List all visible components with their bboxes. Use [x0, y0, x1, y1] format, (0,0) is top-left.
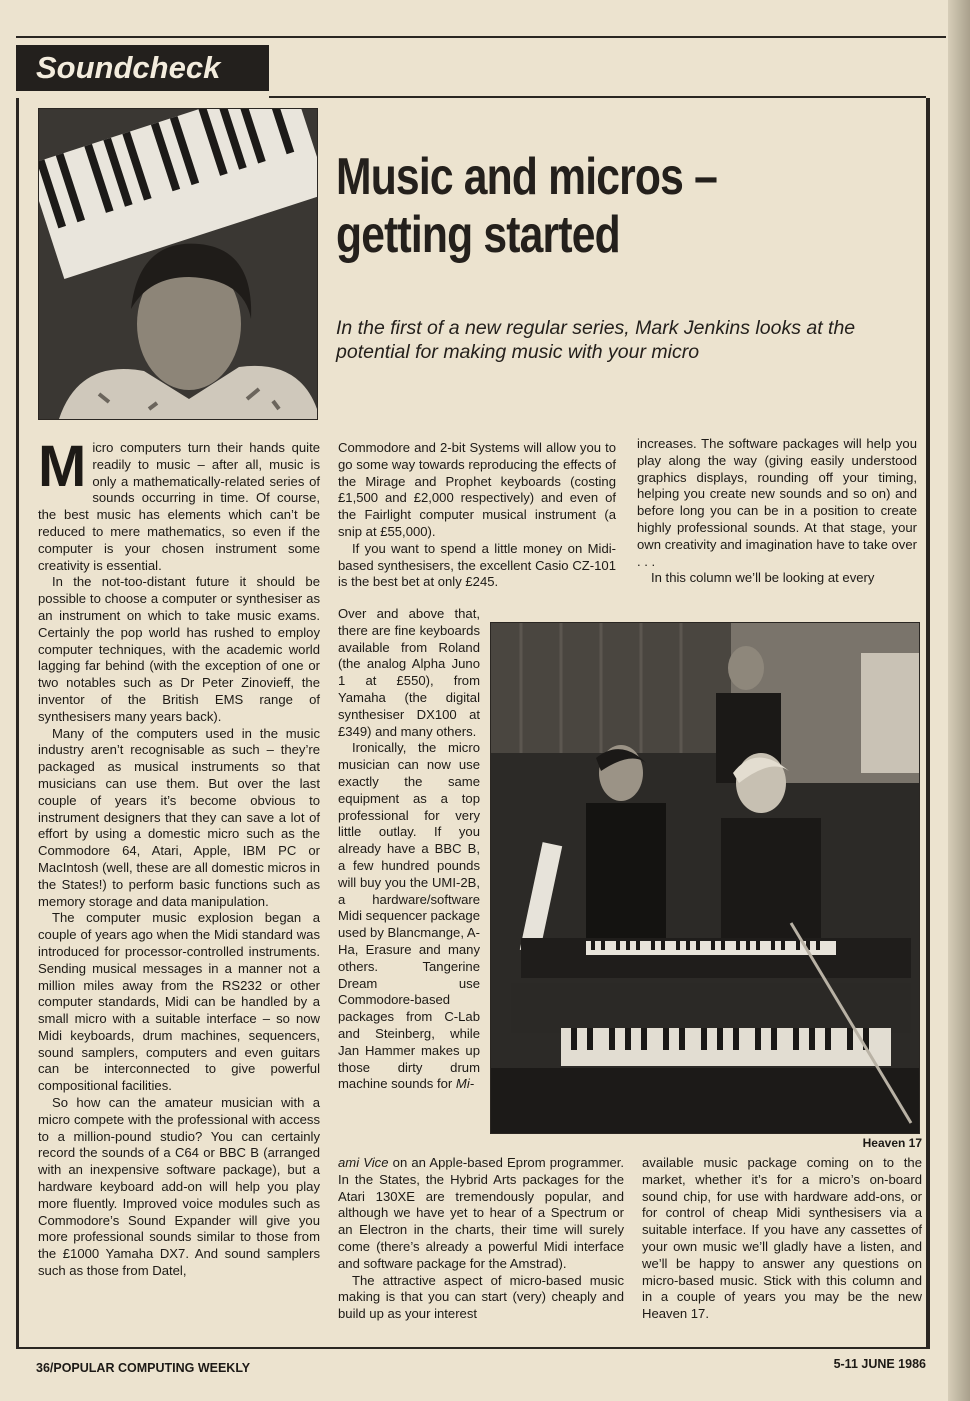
paragraph: increases. The software packages will help you play along the way (giving easily understood graphics displays, rounding off your timing, helping you create new sounds and so on) and before long you can be in a position to create highly professional sounds. At that stage, your own creativity and imagination have to take over . . . — [637, 436, 917, 569]
paragraph: The attractive aspect of micro-based music making is that you can start (very) cheaply and build up as your interest — [338, 1272, 624, 1322]
standfirst: In the first of a new regular series, Mark Jenkins looks at the potential for making music with your micro — [336, 317, 856, 363]
photo-caption: Heaven 17 — [862, 1136, 922, 1150]
column-2-bottom — [338, 1155, 624, 1323]
paragraph: The computer music explosion began a couple of years ago when the Midi standard was introduced for processor-controlled instruments. Sending musical messages in a manner not a million miles away from the RS232 or other computer standards, Midi can be handled by a small micro with a suitable interface – so now Midi keyboards, drum machines, sequencers, sound samplers, computers and even guitars can be interconnected to give powerful compositional facilities. — [38, 910, 320, 1094]
headline-line-2: getting started — [336, 206, 620, 264]
paragraph: In the not-too-distant future it should be possible to choose a computer or synthesiser as an instrument on which to take music exams. Certainly the pop world has rushed to employ computer techniques, with the academic world lagging far behind (with the exception of one or two notables such as Dr Peter Zinovieff, the inventor of the British EMS range of synthesisers many years back). — [38, 574, 320, 724]
drop-cap: M — [38, 434, 87, 499]
column-2-narrow — [338, 606, 480, 1093]
column-3-bottom — [642, 1155, 922, 1323]
column-3-top — [637, 436, 917, 587]
paragraph — [338, 740, 480, 1093]
frame-left-border — [16, 98, 19, 1348]
paragraph-text: icro computers turn their hands quite readily to music – after all, music is only a mathematically-related series of sounds occurring in time. Of course, the best music has elements which can’t be reduced to mere mathematics, so even if the computer is your chosen instrument some creativity is essential. — [38, 440, 320, 573]
paragraph-text: on an Apple-based Eprom programmer. In the States, the Hybrid Arts packages for the Atari 130XE are tremendously popular, and although we have yet to hear of a Spectrum or an Electron in the charts, their time will surely come (there’s already a powerful Midi interface and software package for the Amstrad). — [338, 1155, 624, 1271]
paragraph: Commodore and 2-bit Systems will allow you to go some way towards reproducing the effects of the Mirage and Prophet keyboards (costing £1,500 and £2,000 respectively) and even of the Fairlight computer musical instrument (a snip at £55,000). — [338, 440, 616, 539]
author-photo — [38, 108, 318, 420]
band-photo — [490, 622, 920, 1134]
paragraph-text: Ironically, the micro musician can now use exactly the same equipment as a top professional for very little outlay. If you already have a BBC B, a few hundred pounds will buy you the UMI-2B, a hardware/software Midi sequencer package used by Blancmange, A-Ha, Erasure and many others. Tangerine Dream use Commodore-based packages from C-Lab and Steinberg, while Jan Hammer makes up those dirty drum machine sounds for — [338, 740, 480, 1092]
italic-text: ami Vice — [338, 1155, 389, 1170]
footer-page-info: 36/POPULAR COMPUTING WEEKLY — [36, 1361, 251, 1375]
header-rule — [269, 96, 926, 98]
frame-right-border — [926, 98, 930, 1348]
headline-line-1: Music and micros – — [336, 148, 717, 206]
section-tag: Soundcheck — [16, 45, 269, 91]
top-rule — [16, 36, 946, 38]
bottom-rule — [16, 1347, 930, 1349]
paragraph: In this column we’ll be looking at every — [651, 570, 875, 586]
paragraph: Over and above that, there are fine keyboards available from Roland (the analog Alpha Juno 1 at £550), from Yamaha (the digital synthesiser DX100 at £349) and many others. — [338, 606, 480, 739]
column-2-top — [338, 440, 616, 591]
paragraph — [338, 1155, 624, 1273]
page-edge — [948, 0, 970, 1401]
italic-text: Mi- — [455, 1076, 475, 1092]
paragraph — [38, 434, 320, 574]
column-1 — [38, 434, 320, 1280]
footer-date: 5-11 JUNE 1986 — [833, 1357, 926, 1371]
paragraph: If you want to spend a little money on Midi-based synthesisers, the excellent Casio CZ-101 is the best bet at only £245. — [338, 540, 616, 590]
headline — [336, 148, 812, 264]
paragraph: Many of the computers used in the music industry aren’t recognisable as such – they’re packaged as musical instruments so that musicians can use them. But over the last couple of years it’s become obvious to instrument designers that they can save a lot of effort by using a domestic micro such as the Commodore 64, Atari, Apple, IBM PC or MacIntosh (well, these are all domestic micros in the States!) to perform basic functions such as memory storage and data manipulation. — [38, 725, 320, 909]
paragraph: So how can the amateur musician with a micro compete with the professional with access to a million-pound studio? You can certainly record the sounds of a C64 or BBC B (arranged with an inexpensive software package), but a hardware keyboard add-on will help you play more fluently. Improved voice modules such as Commodore’s Sound Expander will give you more professional sounds similar to those from the £1000 Yamaha DX7. And sound samplers such as those from Datel, — [38, 1095, 320, 1279]
paragraph: available music package coming on to the market, whether it’s for a micro’s on-board sound chip, for use with hardware add-ons, or for control of cheap Midi synthesisers via a suitable interface. If you have any cassettes of your own music we’ll gladly have a listen, and we’ll be happy to answer any questions on micro-based music. Stick with this column and in a couple of years you may be the new Heaven 17. — [642, 1155, 922, 1322]
